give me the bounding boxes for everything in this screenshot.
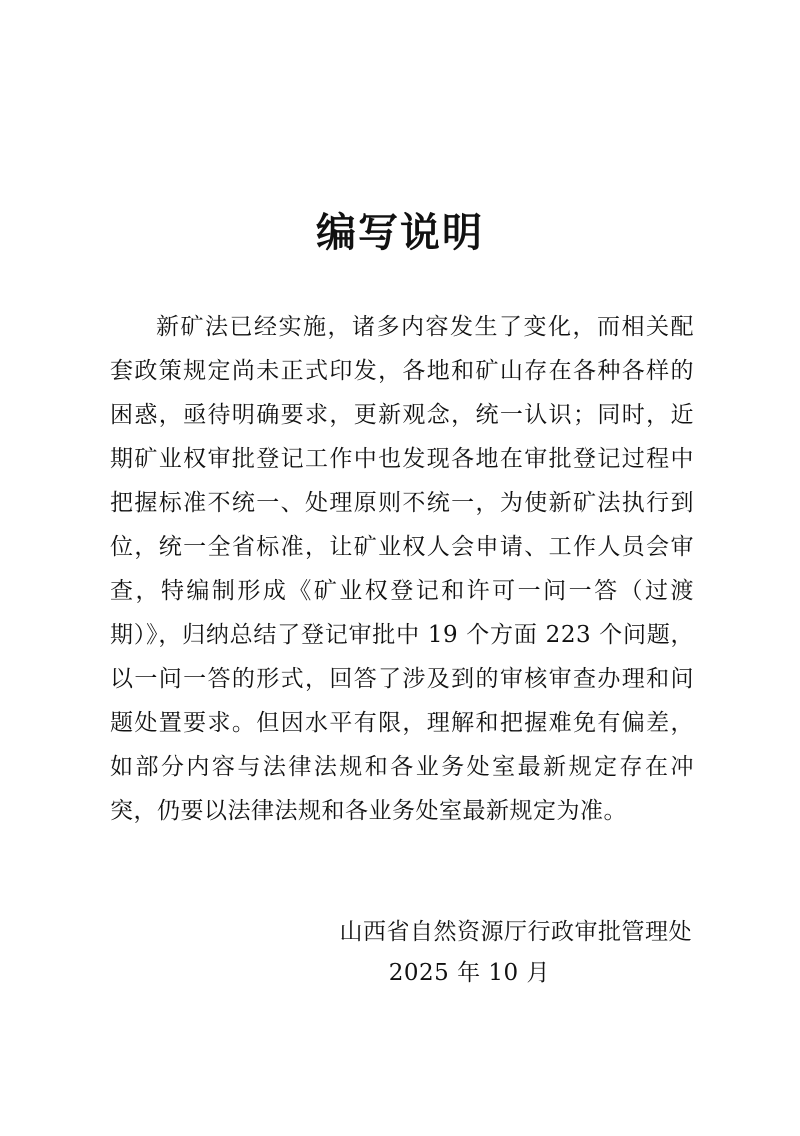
signature-date: 2025 年 10 月 [388, 960, 550, 986]
body-paragraph: 新矿法已经实施，诸多内容发生了变化，而相关配套政策规定尚未正式印发，各地和矿山存在各种各样的困惑，亟待明确要求，更新观念，统一认识；同时，近期矿业权审批登记工作中也发现各地在审批登记过程中把握标准不统一、处理原则不统一，为使新矿法执行到位，统一全省标准，让矿业权人会申请、工作人员会审查，特编制形成《矿业权登记和许可一问一答（过渡期）》，归纳总结了登记审批中 19 个方面 223 个问题，以一问一答的形式，回答了涉及到的审核审查办理和问题处置要求。但因水平有限，理解和把握难免有偏差，如部分内容与法律法规和各业务处室最新规定存在冲突，仍要以法律法规和各业务处室最新规定为准。 [110, 314, 694, 824]
document-title: 编写说明 [316, 209, 484, 256]
signature-organization: 山西省自然资源厅行政审批管理处 [339, 919, 692, 945]
